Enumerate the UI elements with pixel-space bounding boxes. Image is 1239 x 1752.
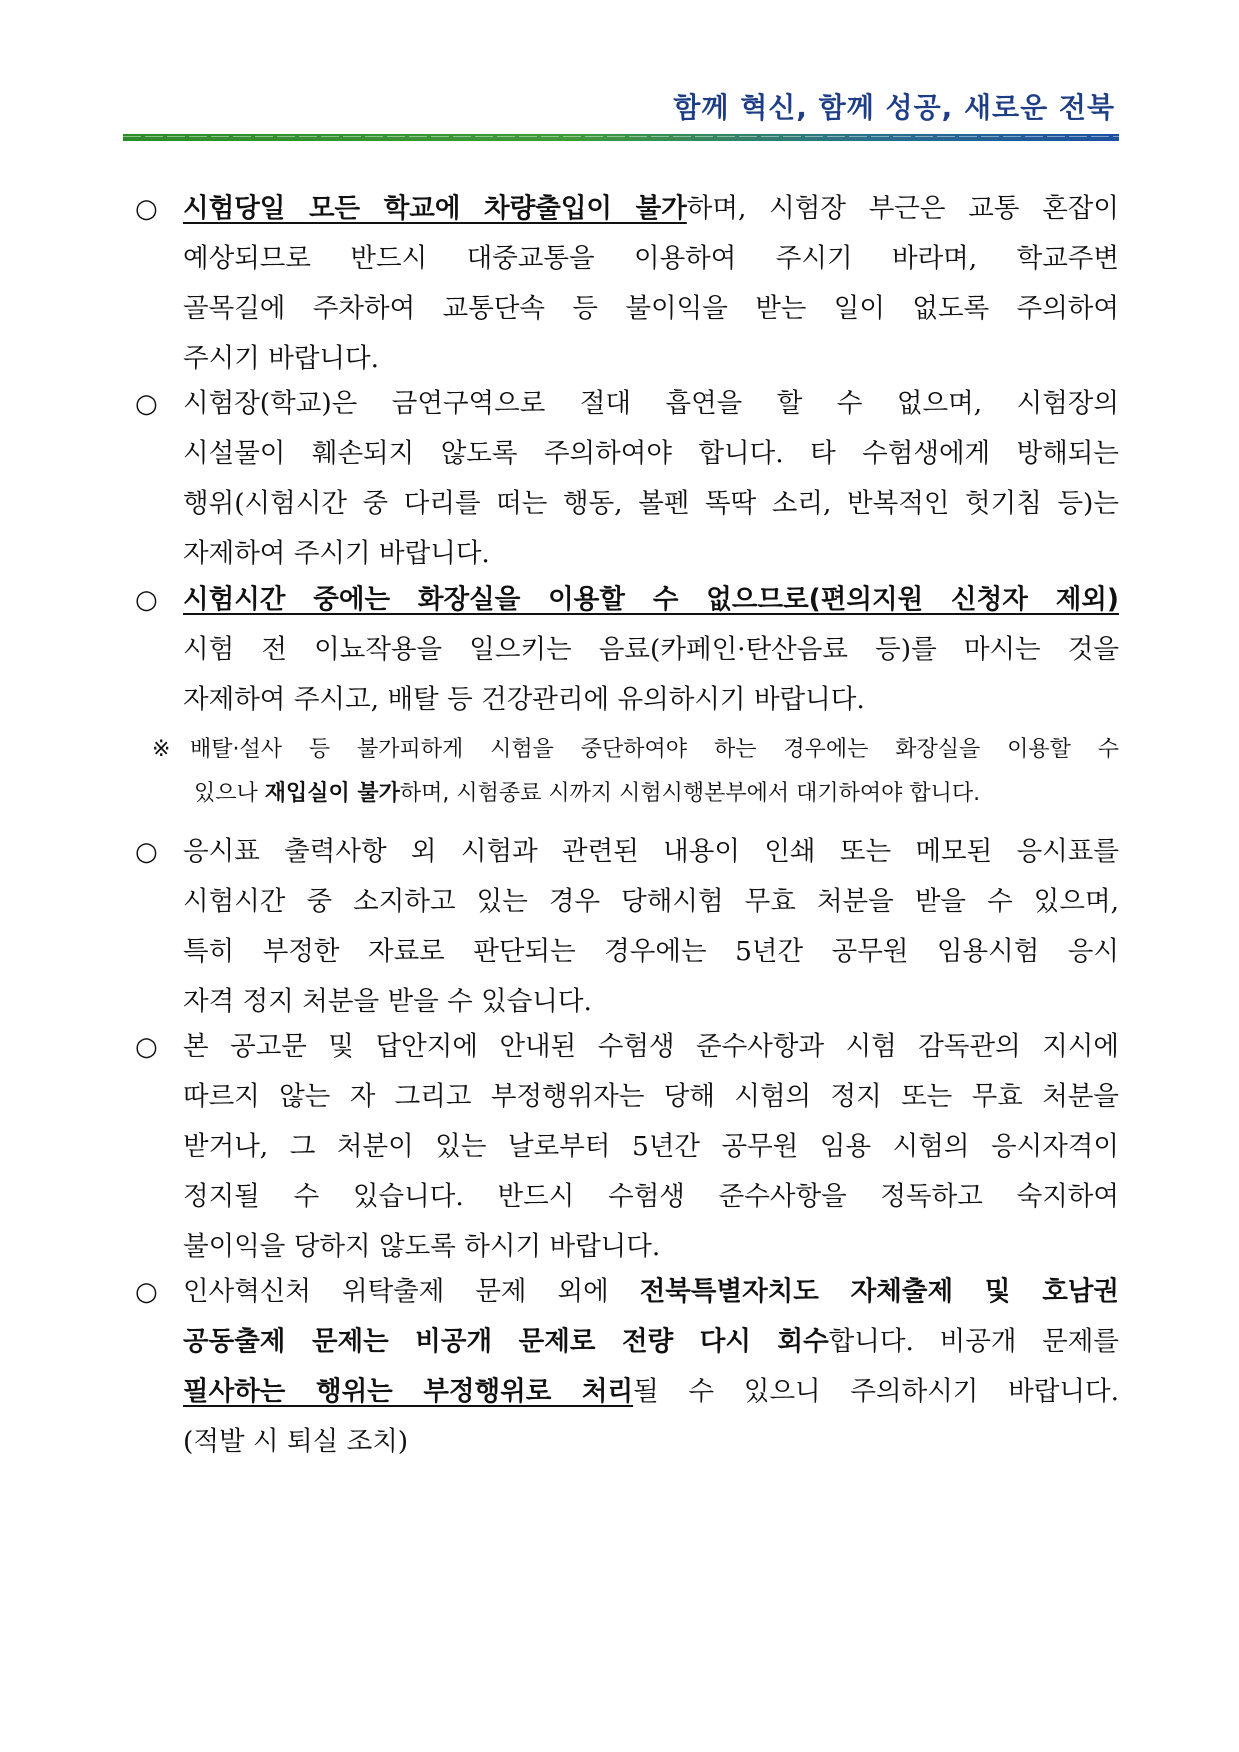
remark-emphasis: 재입실이 불가 [264, 781, 400, 806]
bullet-icon: ○ [135, 1277, 158, 1307]
header-divider [123, 134, 1119, 141]
bullet-icon: ○ [135, 837, 158, 867]
item-1-line-2: 예상되므로 반드시 대중교통을 이용하여 주시기 바라며, 학교주변 [183, 243, 1119, 274]
item-4-line-4: 자격 정지 처분을 받을 수 있습니다. [183, 986, 592, 1017]
item-6-emphasis-2: 공동출제 문제는 비공개 문제로 전량 다시 회수 [183, 1326, 829, 1357]
item-3-line-2: 시험 전 이뇨작용을 일으키는 음료(카페인·탄산음료 등)를 마시는 것을 [183, 634, 1119, 665]
item-6-emphasis-1: 전북특별자치도 자체출제 및 호남권 [639, 1276, 1119, 1307]
item-6-line-2 [183, 1316, 1119, 1368]
item-1-line-1-rest: 하며, 시험장 부근은 교통 혼잡이 [686, 193, 1119, 224]
bullet-icon: ○ [135, 194, 158, 224]
item-1-emphasis: 시험당일 모든 학교에 차량출입이 불가 [183, 193, 687, 224]
item-6-line-2-rest: 합니다. 비공개 문제를 [828, 1326, 1119, 1357]
item-1-line-1 [183, 183, 1119, 235]
remark-line-1: 배탈·설사 등 불가피하게 시험을 중단하여야 하는 경우에는 화장실을 이용할 수 [190, 737, 1119, 762]
item-3-line-3: 자제하여 주시고, 배탈 등 건강관리에 유의하시기 바랍니다. [183, 684, 865, 715]
item-2-line-1: 시험장(학교)은 금연구역으로 절대 흡연을 할 수 없으며, 시험장의 [183, 388, 1119, 419]
item-2-line-4: 자제하여 주시기 바랍니다. [183, 538, 490, 569]
item-4-line-3: 특히 부정한 자료로 판단되는 경우에는 5년간 공무원 임용시험 응시 [183, 936, 1119, 967]
bullet-icon: ○ [135, 389, 158, 419]
item-4-line-1: 응시표 출력사항 외 시험과 관련된 내용이 인쇄 또는 메모된 응시표를 [183, 836, 1119, 867]
bullet-icon: ○ [135, 585, 158, 615]
item-5-line-5: 불이익을 당하지 않도록 하시기 바랍니다. [183, 1231, 661, 1262]
item-6-line-3-rest: 될 수 있으니 주의하시기 바랍니다. [633, 1376, 1119, 1407]
item-5-line-3: 받거나, 그 처분이 있는 날로부터 5년간 공무원 임용 시험의 응시자격이 [183, 1131, 1119, 1162]
item-6-emphasis-3: 필사하는 행위는 부정행위로 처리 [183, 1376, 634, 1407]
item-6-line-1-start: 인사혁신처 위탁출제 문제 외에 [183, 1276, 640, 1307]
item-6-line-3 [183, 1366, 1119, 1418]
header-slogan: 함께 혁신, 함께 성공, 새로운 전북 [673, 91, 1115, 124]
bullet-icon: ○ [135, 1032, 158, 1062]
item-5-line-1: 본 공고문 및 답안지에 안내된 수험생 준수사항과 시험 감독관의 지시에 [183, 1031, 1119, 1062]
item-5-line-2: 따르지 않는 자 그리고 부정행위자는 당해 시험의 정지 또는 무효 처분을 [183, 1081, 1119, 1112]
item-3-line-1: 시험시간 중에는 화장실을 이용할 수 없으므로(편의지원 신청자 제외) [183, 584, 1119, 615]
item-5-line-4: 정지될 수 있습니다. 반드시 수험생 준수사항을 정독하고 숙지하여 [183, 1181, 1119, 1212]
reference-mark-icon: ※ [152, 737, 171, 762]
item-2-line-2: 시설물이 훼손되지 않도록 주의하여야 합니다. 타 수험생에게 방해되는 [183, 438, 1119, 469]
remark-line-2 [194, 771, 1119, 817]
remark-line-2-start: 있으나 [194, 781, 265, 806]
remark-line-2-end: 하며, 시험종료 시까지 시험시행본부에서 대기하여야 합니다. [399, 781, 981, 806]
item-1-line-3: 골목길에 주차하여 교통단속 등 불이익을 받는 일이 없도록 주의하여 [183, 293, 1119, 324]
item-6-line-1 [183, 1266, 1119, 1318]
item-1-line-4: 주시기 바랍니다. [183, 343, 380, 374]
item-4-line-2: 시험시간 중 소지하고 있는 경우 당해시험 무효 처분을 받을 수 있으며, [183, 886, 1119, 917]
item-6-line-4: (적발 시 퇴실 조치) [183, 1426, 409, 1457]
item-2-line-3: 행위(시험시간 중 다리를 떠는 행동, 볼펜 똑딱 소리, 반복적인 헛기침 등)는 [183, 488, 1119, 519]
